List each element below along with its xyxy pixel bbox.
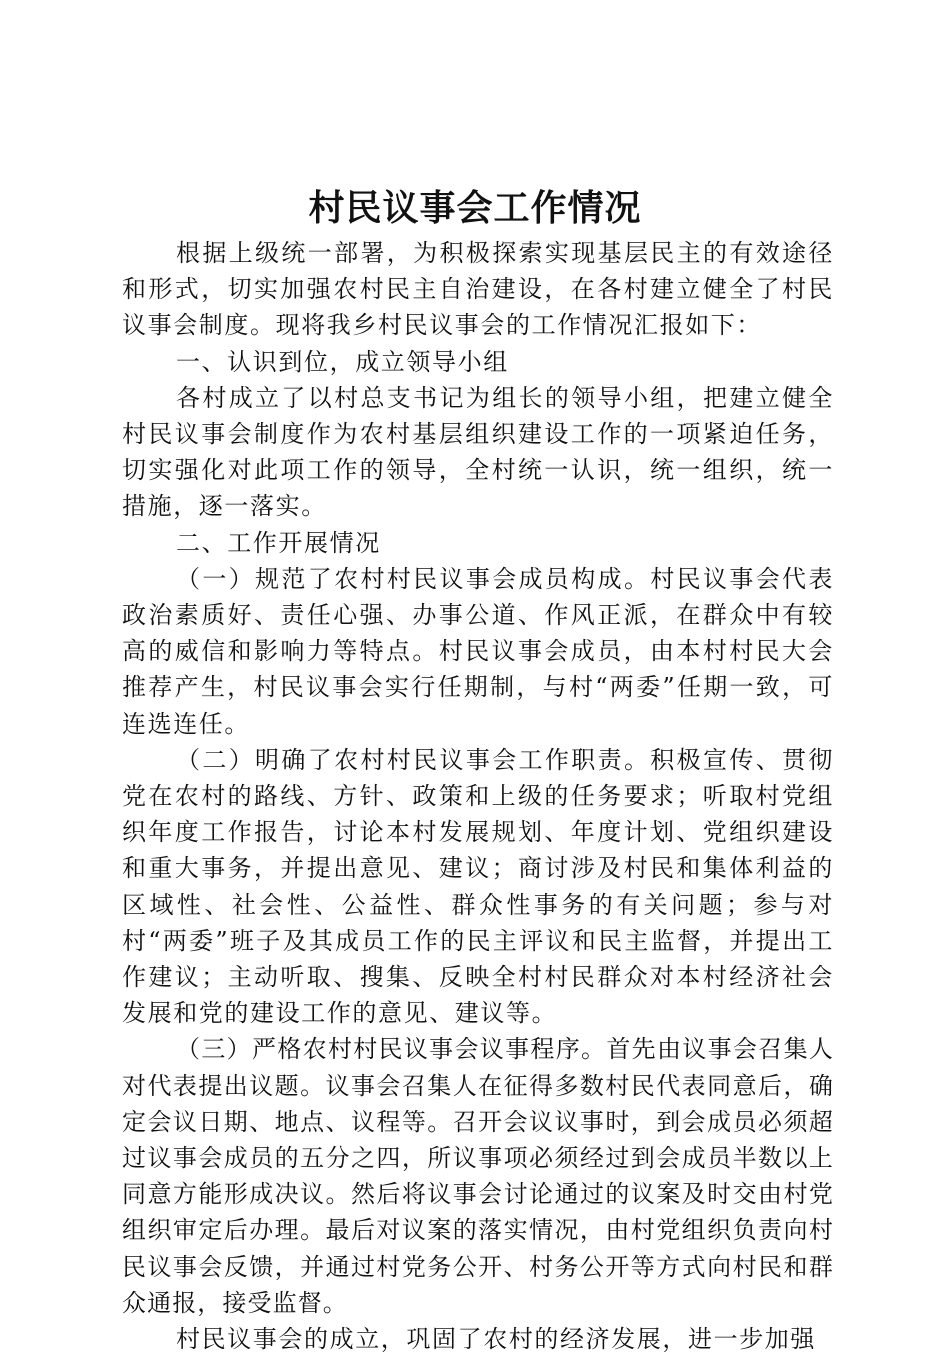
subsection-3-paragraph: （三）严格农村村民议事会议事程序。首先由议事会召集人对代表提出议题。议事会召集人在征得多数村民代表同意后，确定会议日期、地点、议程等。召开会议议事时，到会成员必须超过议事会成员的五分之四，所议事项必须经过到会成员半数以上同意方能形成决议。然后将议事会讨论通过的议案及时交由村党组织审定后办理。最后对议案的落实情况，由村党组织负责向村民议事会反馈，并通过村党务公开、村务公开等方式向村民和群众通报，接受监督。 xyxy=(122,1035,834,1317)
document-title: 村民议事会工作情况 xyxy=(308,187,642,229)
closing-paragraph: 村民议事会的成立，巩固了农村的经济发展，进一步加强 xyxy=(176,1325,816,1354)
section-1-paragraph: 各村成立了以村总支书记为组长的领导小组，把建立健全村民议事会制度作为农村基层组织建设工作的一项紧迫任务，切实强化对此项工作的领导，全村统一认识，统一组织，统一措施，逐一落实。 xyxy=(122,383,834,521)
subsection-1-paragraph: （一）规范了农村村民议事会成员构成。村民议事会代表政治素质好、责任心强、办事公道、作风正派，在群众中有较高的威信和影响力等特点。村民议事会成员，由本村村民大会推荐产生，村民议事会实行任期制，与村“两委”任期一致，可连选连任。 xyxy=(122,564,834,738)
intro-paragraph: 根据上级统一部署，为积极探索实现基层民主的有效途径和形式，切实加强农村民主自治建设，在各村建立健全了村民议事会制度。现将我乡村民议事会的工作情况汇报如下： xyxy=(122,239,834,340)
section-heading-2: 二、工作开展情况 xyxy=(176,528,381,557)
subsection-2-paragraph: （二）明确了农村村民议事会工作职责。积极宣传、贯彻党在农村的路线、方针、政策和上级的任务要求；听取村党组织年度工作报告，讨论本村发展规划、年度计划、党组织建设和重大事务，并提出意见、建议；商讨涉及村民和集体利益的区域性、社会性、公益性、群众性事务的有关问题；参与对村“两委”班子及其成员工作的民主评议和民主监督，并提出工作建议；主动听取、搜集、反映全村村民群众对本村经济社会发展和党的建设工作的意见、建议等。 xyxy=(122,745,834,1028)
section-heading-1: 一、认识到位，成立领导小组 xyxy=(176,347,509,376)
document-body xyxy=(122,235,834,1357)
